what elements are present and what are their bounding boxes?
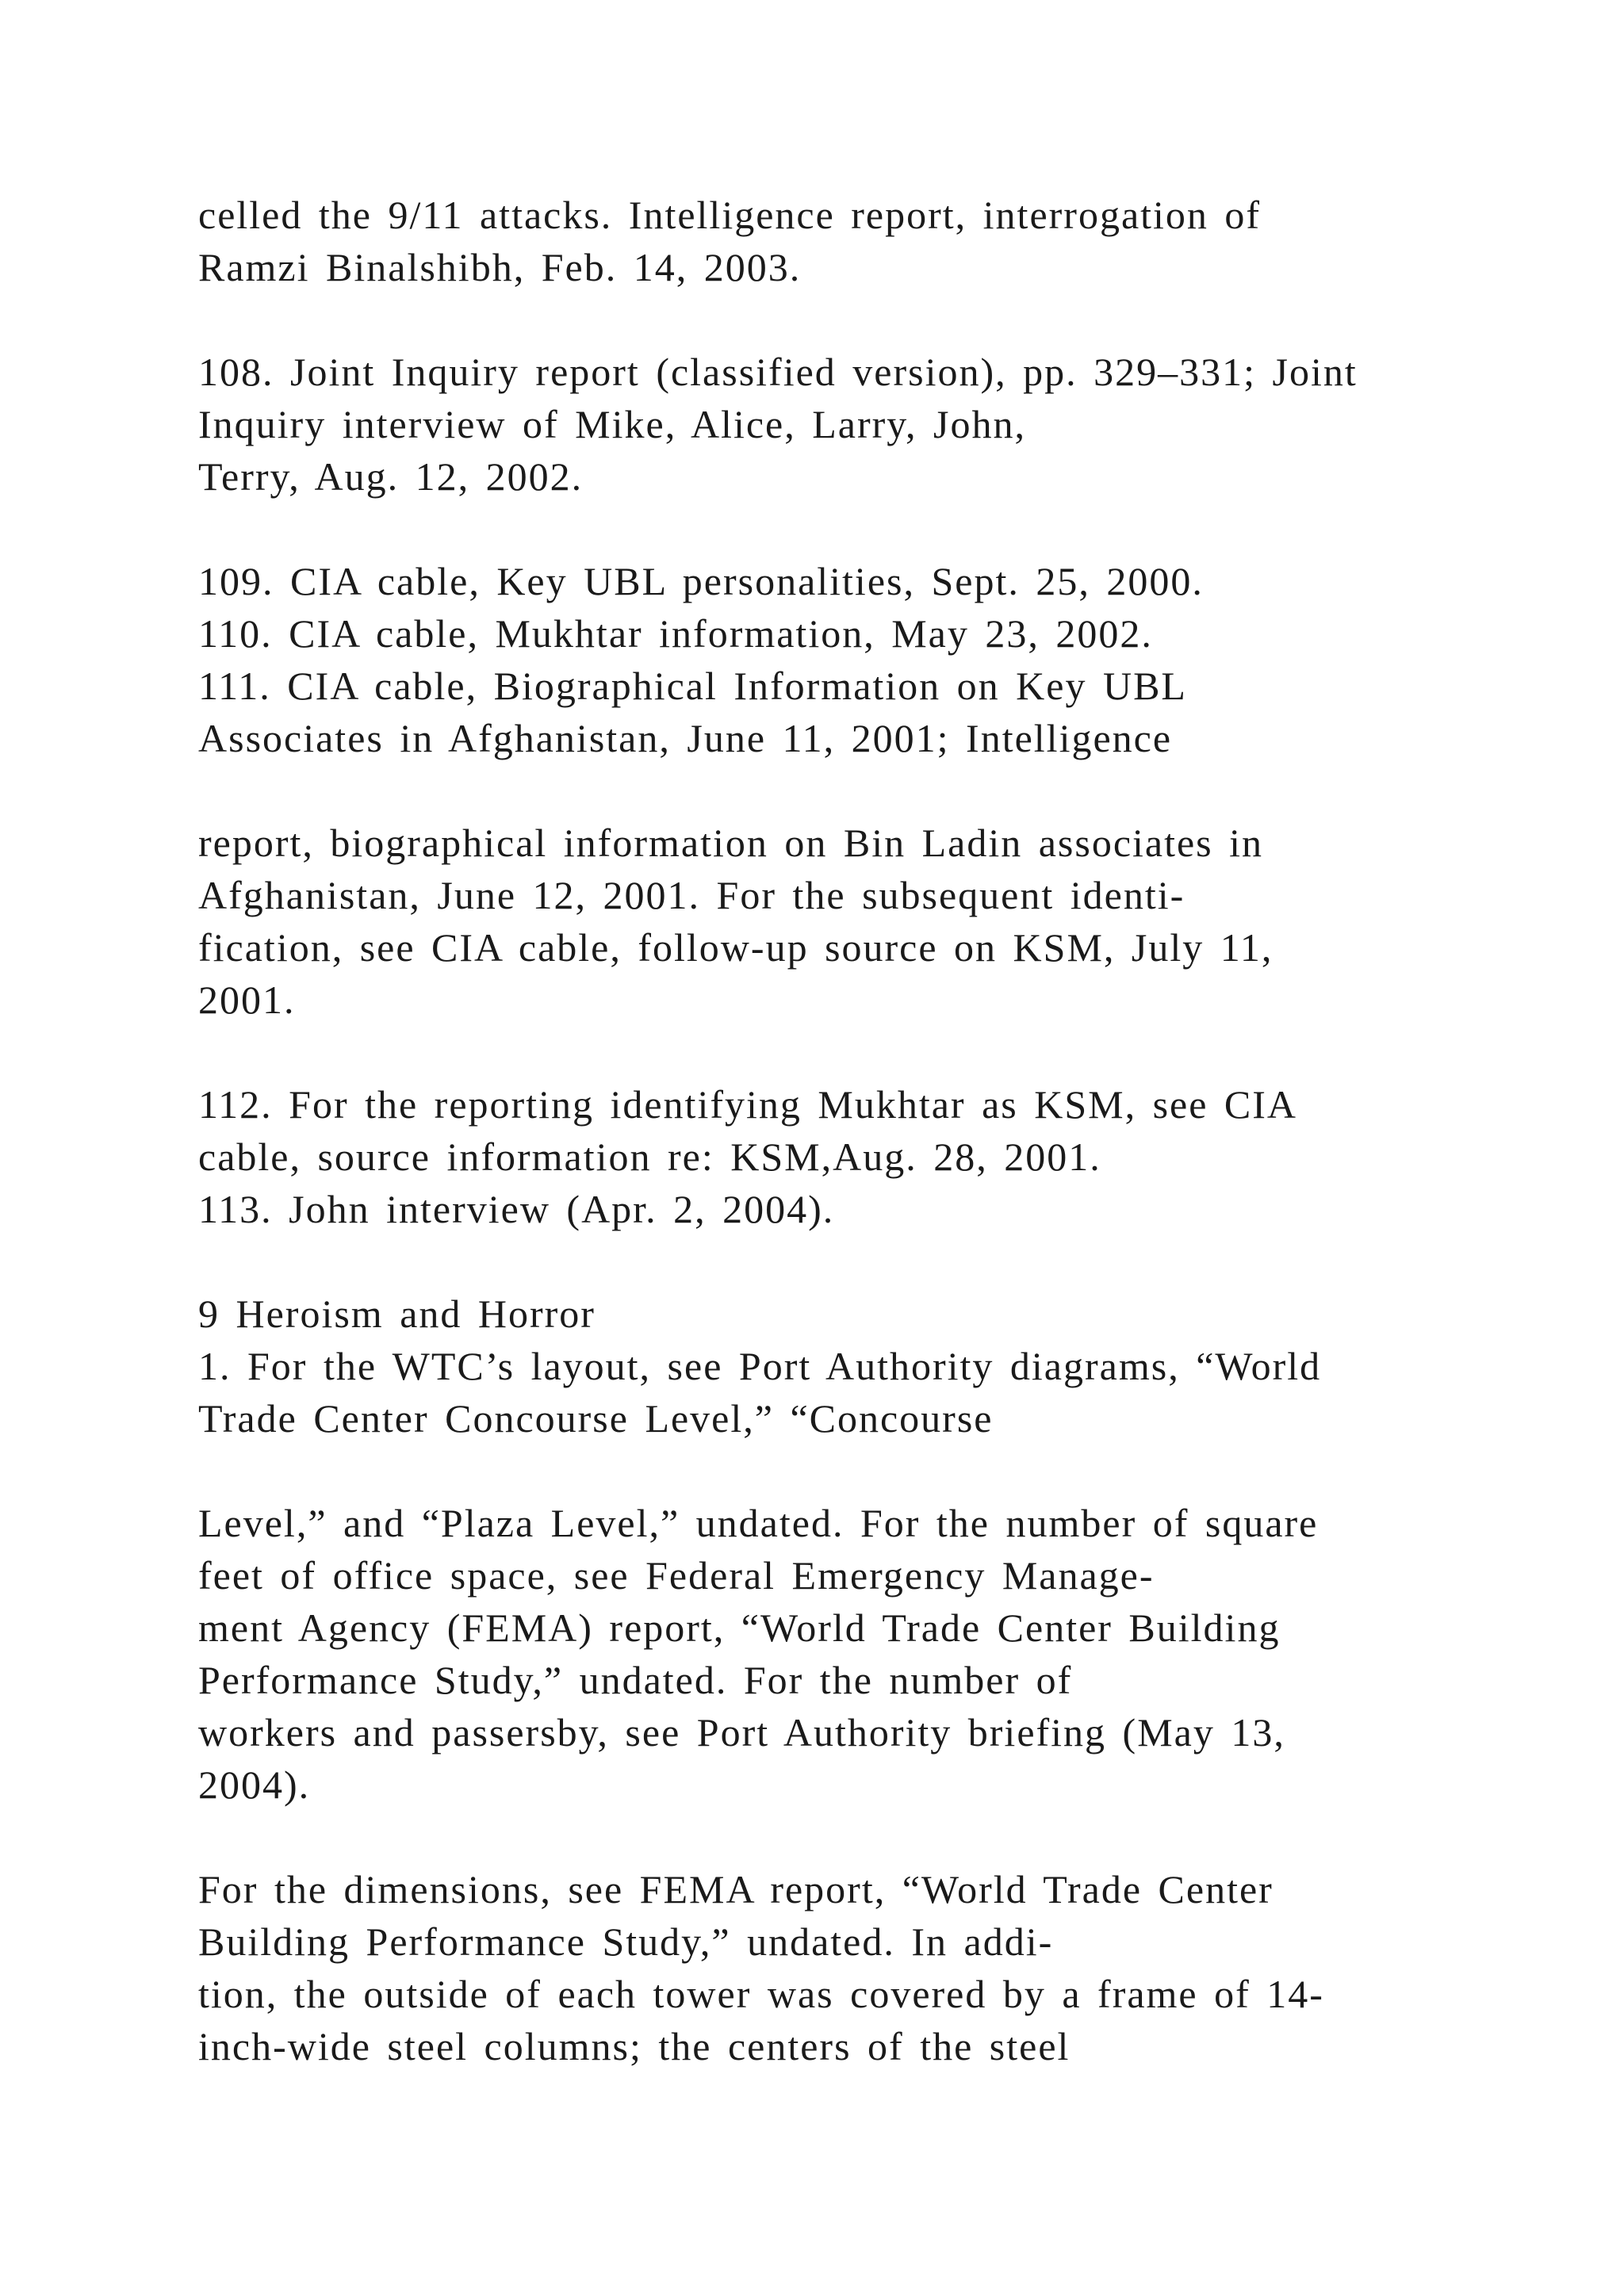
text-line: Level,” and “Plaza Level,” undated. For the number of square	[198, 1501, 1319, 1545]
text-line: Associates in Afghanistan, June 11, 2001; Intelligence	[198, 716, 1173, 760]
text-line: 2004).	[198, 1762, 311, 1807]
text-line: Inquiry interview of Mike, Alice, Larry, John,	[198, 402, 1026, 446]
text-line: 9 Heroism and Horror	[198, 1292, 596, 1336]
text-line: 109. CIA cable, Key UBL personalities, Sept. 25, 2000.	[198, 559, 1204, 603]
text-line: 110. CIA cable, Mukhtar information, May 23, 2002.	[198, 611, 1153, 656]
paragraph-gap	[198, 503, 1499, 555]
text-line: 108. Joint Inquiry report (classified version), pp. 329–331; Joint	[198, 350, 1358, 394]
paragraph-gap	[198, 1235, 1499, 1288]
paragraph-gap	[198, 764, 1499, 817]
paragraph-gap	[198, 1026, 1499, 1078]
paragraph-gap	[198, 1811, 1499, 1863]
text-line: cable, source information re: KSM,Aug. 28, 2001.	[198, 1135, 1101, 1179]
text-line: Building Performance Study,” undated. In addi-	[198, 1919, 1054, 1964]
text-line: report, biographical information on Bin Ladin associates in	[198, 821, 1264, 865]
paragraph-gap	[198, 293, 1499, 346]
document-text	[198, 189, 1499, 2072]
text-line: ment Agency (FEMA) report, “World Trade Center Building	[198, 1605, 1281, 1650]
text-line: 2001.	[198, 978, 296, 1022]
text-line: 113. John interview (Apr. 2, 2004).	[198, 1187, 835, 1231]
text-line: 1. For the WTC’s layout, see Port Authority diagrams, “World	[198, 1344, 1322, 1388]
text-line: Afghanistan, June 12, 2001. For the subsequent identi-	[198, 873, 1185, 917]
text-line: feet of office space, see Federal Emergency Manage-	[198, 1553, 1155, 1598]
text-line: fication, see CIA cable, follow-up source on KSM, July 11,	[198, 925, 1274, 970]
text-line: For the dimensions, see FEMA report, “World Trade Center	[198, 1867, 1274, 1911]
paragraph-gap	[198, 1445, 1499, 1497]
text-line: Trade Center Concourse Level,” “Concourse	[198, 1396, 994, 1441]
text-line: tion, the outside of each tower was covered by a frame of 14-	[198, 1972, 1324, 2016]
text-line: celled the 9/11 attacks. Intelligence report, interrogation of	[198, 193, 1262, 237]
text-line: Terry, Aug. 12, 2002.	[198, 454, 584, 499]
text-line: 112. For the reporting identifying Mukhtar as KSM, see CIA	[198, 1082, 1298, 1127]
text-line: Ramzi Binalshibh, Feb. 14, 2003.	[198, 245, 802, 289]
text-line: workers and passersby, see Port Authority briefing (May 13,	[198, 1710, 1285, 1755]
text-line: 111. CIA cable, Biographical Information on Key UBL	[198, 664, 1187, 708]
text-line: Performance Study,” undated. For the number of	[198, 1658, 1073, 1702]
text-line: inch-wide steel columns; the centers of the steel	[198, 2024, 1071, 2068]
